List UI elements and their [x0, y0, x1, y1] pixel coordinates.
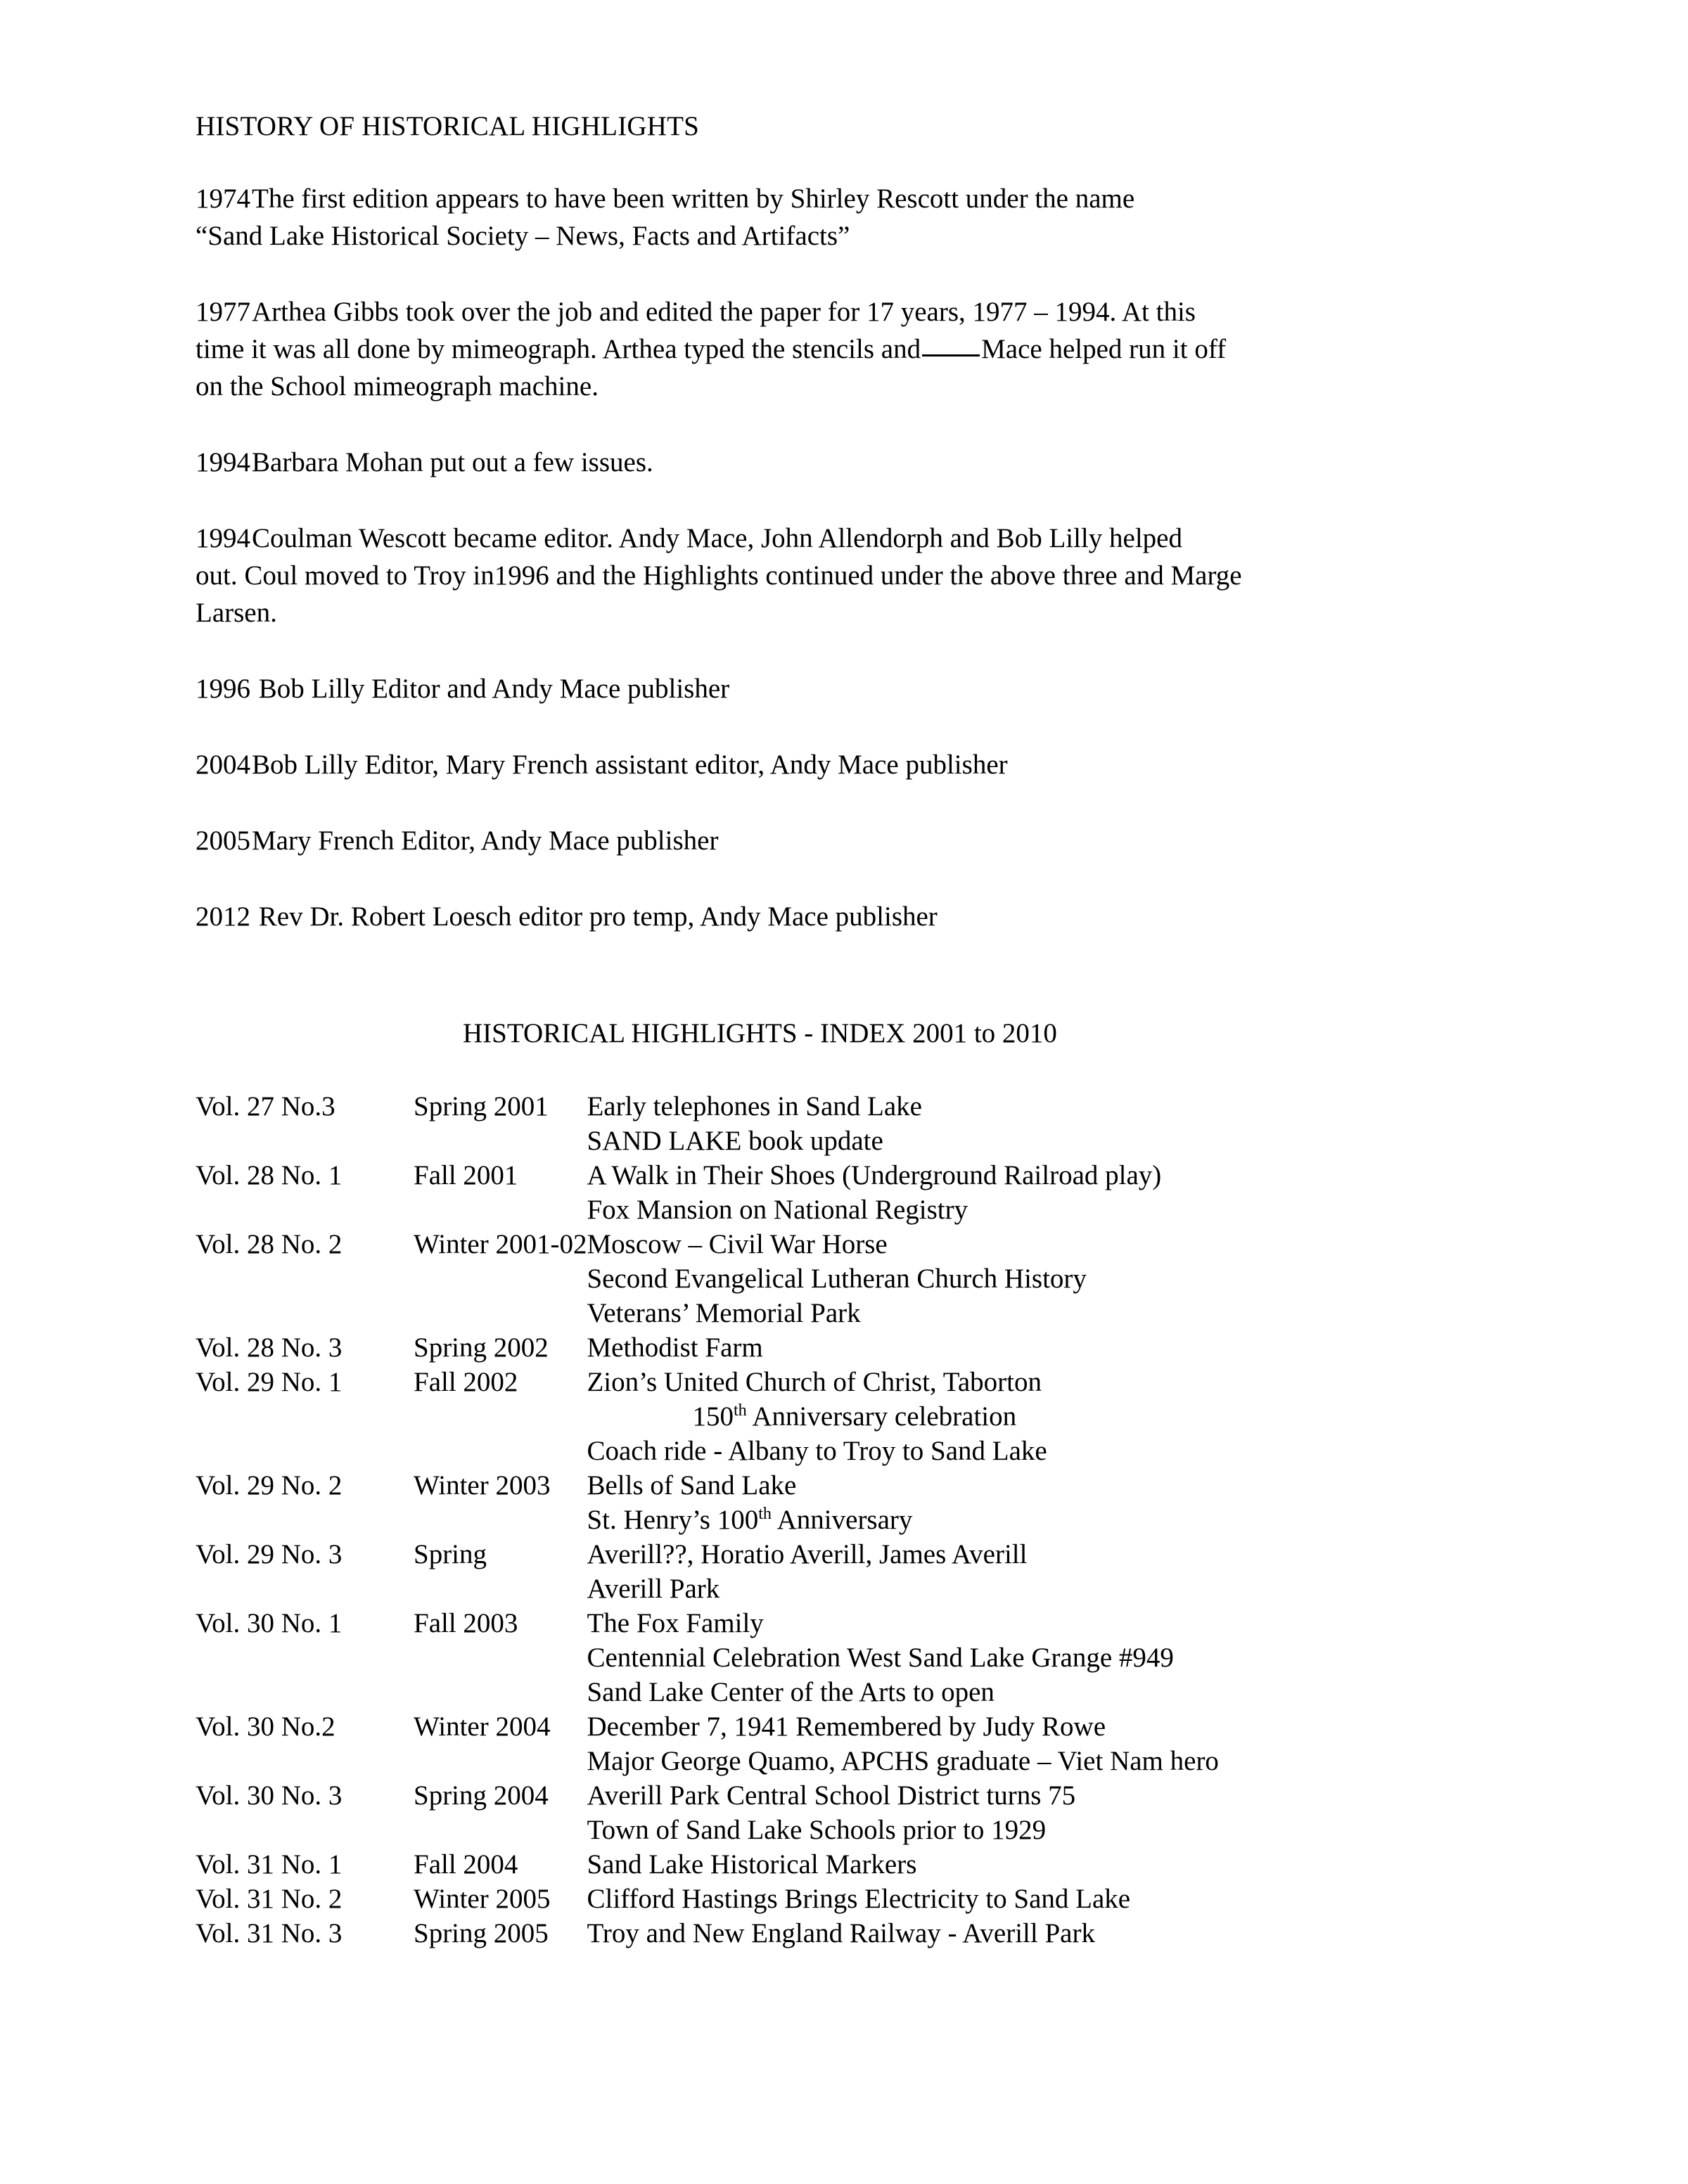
- index-article-title: Bells of Sand Lake: [587, 1470, 797, 1501]
- spacer: [196, 255, 1518, 293]
- index-season-cell: Fall 2002: [414, 1367, 518, 1397]
- index-titles-cell: [587, 1778, 1518, 1847]
- index-article-title: Averill Park Central School District turns 75: [587, 1780, 1076, 1811]
- index-article-title: Averill??, Horatio Averill, James Averill: [587, 1539, 1028, 1569]
- index-table-body: [196, 1089, 1518, 1951]
- history-entry-2005: [196, 822, 1518, 859]
- index-season-cell: Spring 2005: [414, 1918, 549, 1948]
- index-article-title: A Walk in Their Shoes (Underground Railroad play): [587, 1160, 1162, 1190]
- page-title: HISTORY OF HISTORICAL HIGHLIGHTS: [196, 111, 700, 141]
- index-article-title: Veterans’ Memorial Park: [587, 1298, 861, 1328]
- index-article-title: 150th Anniversary celebration: [692, 1401, 1017, 1432]
- index-article-title: Troy and New England Railway - Averill Park: [587, 1918, 1095, 1948]
- index-volume-cell: Vol. 28 No. 3: [196, 1332, 343, 1363]
- index-article-title: Town of Sand Lake Schools prior to 1929: [587, 1815, 1047, 1845]
- index-season-cell: Spring 2001: [414, 1091, 549, 1122]
- index-title-list: [587, 1916, 1518, 1951]
- index-titles-cell: [587, 1158, 1518, 1227]
- table-row: [196, 1882, 1518, 1916]
- index-title-list: [587, 1709, 1518, 1778]
- index-table: [196, 1089, 1518, 1951]
- history-text-line3: on the School mimeograph machine.: [196, 371, 599, 402]
- index-season-cell: Fall 2004: [414, 1849, 518, 1880]
- history-entry-1994-coulman: [196, 520, 1518, 631]
- index-season-cell: Spring: [414, 1539, 487, 1569]
- index-title-list: [587, 1089, 1518, 1158]
- index-title-list: [587, 1537, 1518, 1606]
- table-row: [196, 1847, 1518, 1882]
- history-text-line2b: Mace helped run it off: [981, 334, 1227, 364]
- index-titles-cell: [587, 1365, 1518, 1468]
- index-article-title: Moscow – Civil War Horse: [587, 1229, 888, 1259]
- index-titles-cell: [587, 1882, 1518, 1916]
- index-titles-cell: [587, 1227, 1518, 1330]
- index-titles-cell: [587, 1916, 1518, 1951]
- index-article-title: Sand Lake Historical Markers: [587, 1849, 917, 1880]
- index-titles-cell: [587, 1537, 1518, 1606]
- index-volume-cell: Vol. 30 No.2: [196, 1711, 335, 1742]
- spacer: [196, 631, 1518, 670]
- index-title-list: [587, 1227, 1518, 1330]
- index-article-title: Methodist Farm: [587, 1332, 763, 1363]
- table-row: [196, 1468, 1518, 1537]
- history-text: Coulman Wescott became editor. Andy Mace, John Allendorph and Bob Lilly helped: [252, 523, 1182, 553]
- index-volume-cell: Vol. 29 No. 1: [196, 1367, 343, 1397]
- spacer: [196, 405, 1518, 444]
- index-volume-cell: Vol. 29 No. 3: [196, 1539, 343, 1569]
- index-titles-cell: [587, 1709, 1518, 1778]
- table-row: [196, 1709, 1518, 1778]
- history-entry-1974: [196, 180, 1518, 255]
- table-row: [196, 1778, 1518, 1847]
- table-row: [196, 1227, 1518, 1330]
- index-volume-cell: Vol. 30 No. 3: [196, 1780, 343, 1811]
- index-volume-cell: Vol. 28 No. 1: [196, 1160, 343, 1190]
- history-year: 1994: [196, 523, 250, 553]
- index-titles-cell: [587, 1089, 1518, 1158]
- index-title-list: [587, 1606, 1518, 1709]
- history-text: The first edition appears to have been written by Shirley Rescott under the name: [252, 184, 1135, 214]
- spacer: [196, 481, 1518, 520]
- index-article-title: Coach ride - Albany to Troy to Sand Lake: [587, 1436, 1047, 1466]
- history-text: Bob Lilly Editor, Mary French assistant editor, Andy Mace publisher: [252, 750, 1008, 780]
- index-heading: HISTORICAL HIGHLIGHTS - INDEX 2001 to 2010: [463, 1018, 1057, 1048]
- index-volume-cell: Vol. 29 No. 2: [196, 1470, 343, 1501]
- ordinal-suffix: th: [733, 1401, 747, 1420]
- table-row: [196, 1365, 1518, 1468]
- spacer: [196, 707, 1518, 746]
- table-row: [196, 1089, 1518, 1158]
- index-article-title: Clifford Hastings Brings Electricity to Sand Lake: [587, 1884, 1131, 1914]
- history-text-line2a: time it was all done by mimeograph. Arthea typed the stencils and: [196, 334, 921, 364]
- history-year: 2005: [196, 826, 250, 856]
- index-titles-cell: [587, 1847, 1518, 1882]
- index-article-title: Averill Park: [587, 1574, 720, 1604]
- history-entry-2004: [196, 746, 1518, 783]
- index-title-list: [587, 1882, 1518, 1916]
- history-year: 1994: [196, 447, 250, 477]
- index-season-cell: Spring 2002: [414, 1332, 549, 1363]
- index-title-list: [587, 1365, 1518, 1468]
- index-article-title: St. Henry’s 100th Anniversary: [587, 1504, 913, 1535]
- spacer: [196, 935, 1518, 1020]
- index-title-list: [587, 1468, 1518, 1537]
- index-volume-cell: Vol. 27 No.3: [196, 1091, 335, 1122]
- table-row: [196, 1606, 1518, 1709]
- index-season-cell: Winter 2003: [414, 1470, 551, 1501]
- index-title-list: [587, 1330, 1518, 1365]
- history-entry-1996: [196, 670, 1518, 707]
- index-season-cell: Fall 2003: [414, 1608, 518, 1638]
- spacer: [196, 783, 1518, 822]
- index-season-cell: Winter 2004: [414, 1711, 551, 1742]
- spacer: [196, 859, 1518, 898]
- index-article-title: Zion’s United Church of Christ, Taborton: [587, 1367, 1042, 1397]
- index-volume-cell: Vol. 31 No. 3: [196, 1918, 343, 1948]
- index-season-cell: Spring 2004: [414, 1780, 549, 1811]
- history-entry-1994-barbara: [196, 444, 1518, 481]
- history-text: Arthea Gibbs took over the job and edited the paper for 17 years, 1977 – 1994. At this: [252, 297, 1196, 327]
- ordinal-suffix: th: [758, 1504, 772, 1523]
- index-title-list: [587, 1778, 1518, 1847]
- history-entry-2012: [196, 898, 1518, 935]
- index-article-title: Major George Quamo, APCHS graduate – Viet Nam hero: [587, 1746, 1219, 1776]
- index-volume-cell: Vol. 28 No. 2: [196, 1229, 343, 1259]
- index-volume-cell: Vol. 30 No. 1: [196, 1608, 343, 1638]
- history-entry-1977: [196, 293, 1518, 405]
- index-article-title: Early telephones in Sand Lake: [587, 1091, 922, 1122]
- index-season-cell: Winter 2001-02: [414, 1229, 587, 1259]
- index-article-title: Fox Mansion on National Registry: [587, 1195, 968, 1225]
- index-article-title: SAND LAKE book update: [587, 1126, 883, 1156]
- history-text-line2: “Sand Lake Historical Society – News, Facts and Artifacts”: [196, 221, 850, 251]
- index-titles-cell: [587, 1606, 1518, 1709]
- index-article-title: Second Evangelical Lutheran Church History: [587, 1264, 1087, 1294]
- index-volume-cell: Vol. 31 No. 2: [196, 1884, 343, 1914]
- table-row: [196, 1537, 1518, 1606]
- document-content: [196, 113, 1518, 1951]
- blank-fill-in-line: [922, 354, 980, 356]
- index-titles-cell: [587, 1330, 1518, 1365]
- spacer: [196, 140, 1518, 180]
- index-title-list: [587, 1847, 1518, 1882]
- history-year: 1977: [196, 297, 250, 327]
- history-text-line3: Larsen.: [196, 598, 277, 628]
- index-article-title: Sand Lake Center of the Arts to open: [587, 1677, 995, 1707]
- table-row: [196, 1158, 1518, 1227]
- index-season-cell: Fall 2001: [414, 1160, 518, 1190]
- index-article-title: December 7, 1941 Remembered by Judy Rowe: [587, 1711, 1106, 1742]
- history-year: 2012: [196, 901, 250, 932]
- history-text: Rev Dr. Robert Loesch editor pro temp, Andy Mace publisher: [252, 901, 938, 932]
- history-text: Bob Lilly Editor and Andy Mace publisher: [252, 674, 730, 704]
- index-title-list: [587, 1158, 1518, 1227]
- spacer: [196, 1047, 1518, 1089]
- index-article-title: Centennial Celebration West Sand Lake Grange #949: [587, 1643, 1174, 1673]
- history-text: Mary French Editor, Andy Mace publisher: [252, 826, 719, 856]
- index-article-title: The Fox Family: [587, 1608, 764, 1638]
- table-row: [196, 1916, 1518, 1951]
- index-season-cell: Winter 2005: [414, 1884, 551, 1914]
- index-titles-cell: [587, 1468, 1518, 1537]
- history-text-line2: out. Coul moved to Troy in1996 and the Highlights continued under the above three and Marge: [196, 560, 1242, 591]
- table-row: [196, 1330, 1518, 1365]
- history-year: 2004: [196, 750, 250, 780]
- history-year: 1974: [196, 184, 250, 214]
- index-volume-cell: Vol. 31 No. 1: [196, 1849, 343, 1880]
- history-text: Barbara Mohan put out a few issues.: [252, 447, 653, 477]
- history-year: 1996: [196, 674, 250, 704]
